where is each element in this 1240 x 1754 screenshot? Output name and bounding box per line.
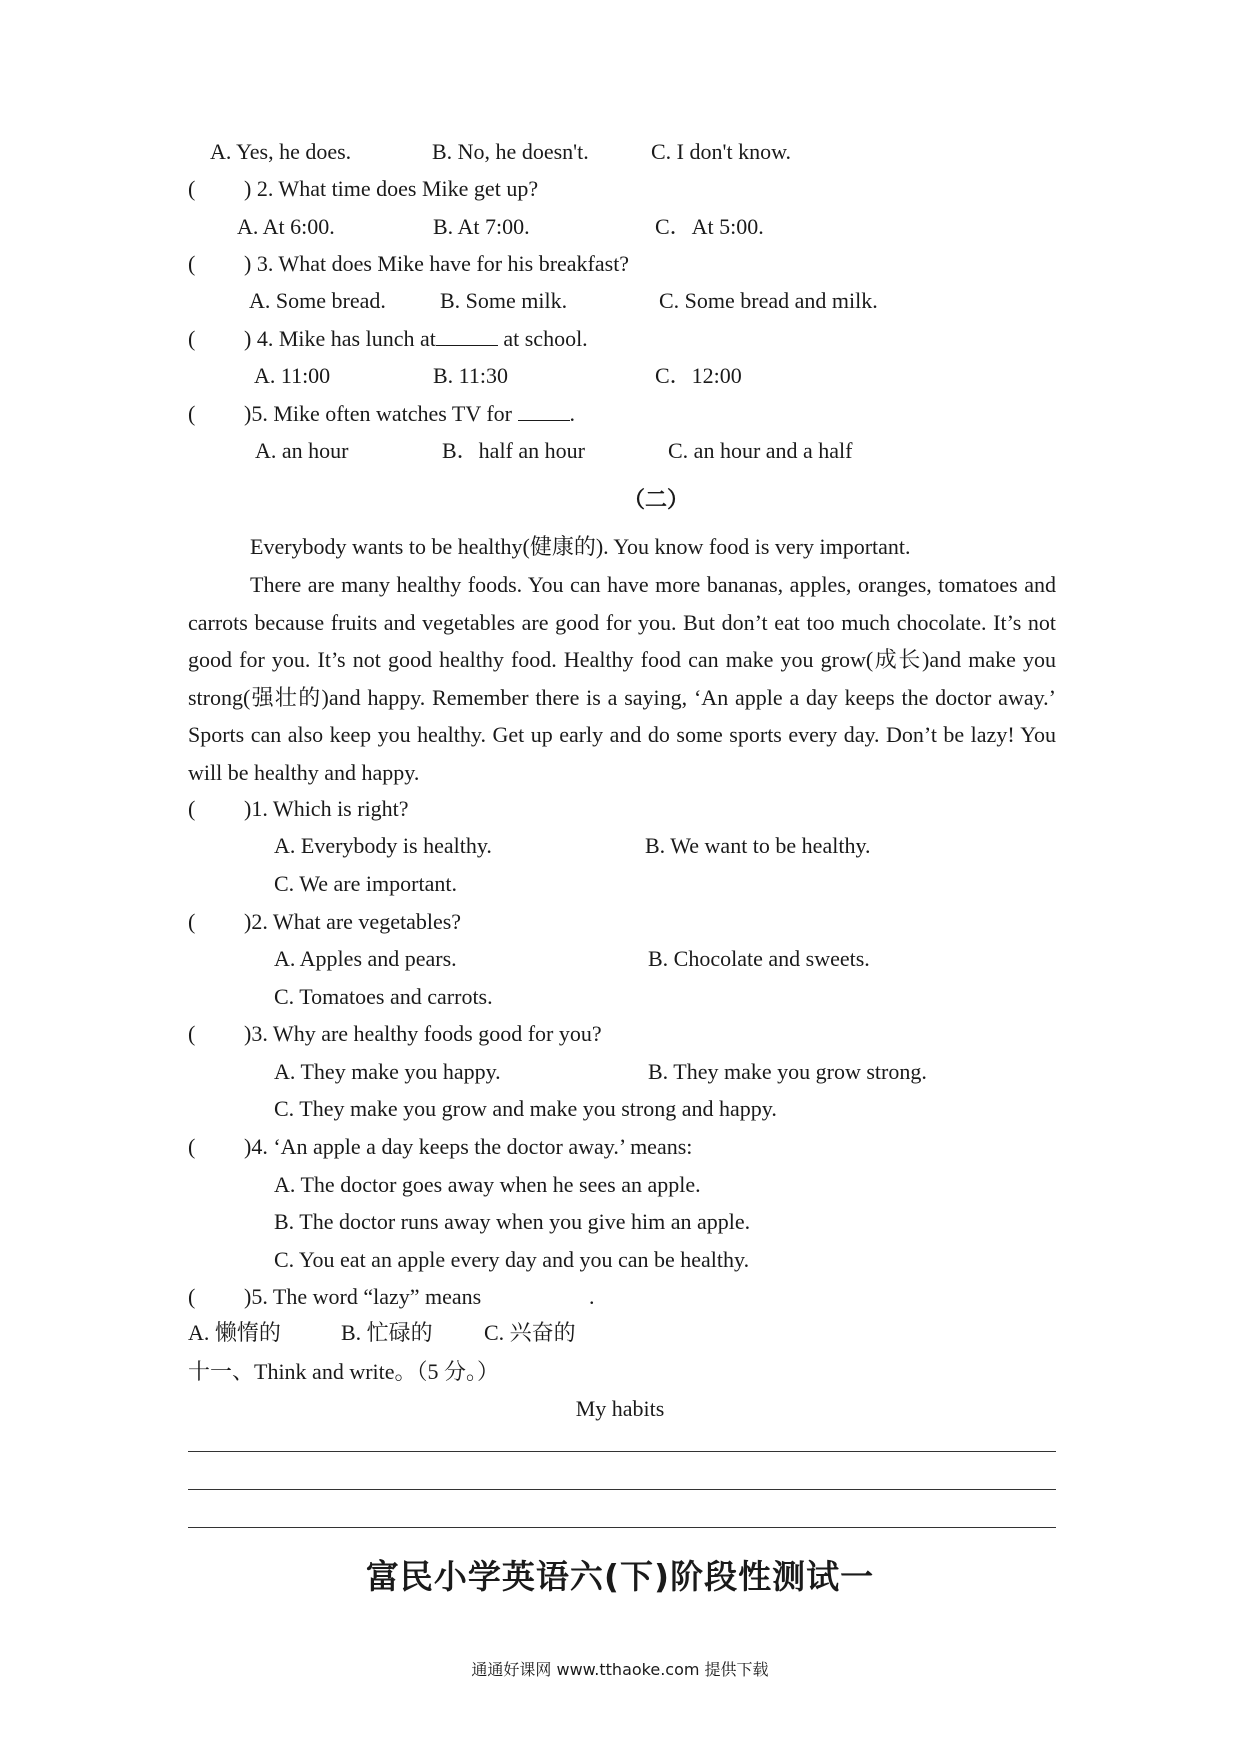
writing-line [188, 1451, 1056, 1452]
p1-q3-option-b: B. Some milk. [440, 288, 568, 313]
p1-q2-option-b: B. At 7:00. [433, 214, 530, 239]
p1-q2-option-c: C．At 5:00. [655, 214, 764, 239]
exam-title: 富民小学英语六(下)阶段性测试一 [365, 1557, 875, 1596]
p2-q3-question: )3. Why are healthy foods good for you? [244, 1021, 602, 1046]
p2-q4-option-b: B. The doctor runs away when you give him an apple. [274, 1209, 751, 1234]
p1-q5-option-c: C. an hour and a half [668, 438, 853, 463]
p1-q5-text-after: . [569, 401, 576, 426]
p2-q3-paren: ( [188, 1021, 196, 1046]
p2-q4-option-c: C. You eat an apple every day and you can be healthy. [274, 1247, 750, 1272]
p1-q1-option-b: B. No, he doesn't. [432, 139, 589, 164]
p1-q1-option-a: A. Yes, he does. [210, 139, 352, 164]
passage-paragraph-1: Everybody wants to be healthy(健康的). You know food is very important. [250, 534, 911, 559]
p2-q2-paren: ( [188, 909, 196, 934]
p2-q5-option-a: A. 懒惰的 [188, 1320, 281, 1345]
p2-q5-option-c: C. 兴奋的 [484, 1320, 576, 1345]
p1-q4-question [244, 324, 588, 354]
p2-q2-question: )2. What are vegetables? [244, 909, 462, 934]
p1-q4-option-c: C．12:00 [655, 363, 742, 388]
p1-q2-question: ) 2. What time does Mike get up? [244, 176, 539, 201]
passage-paragraph-2: There are many healthy foods. You can have more bananas, apples, oranges, tomatoes and carrots because fruits and vegetables are good for you. But don’t eat too much chocolate. It’s not good for you. It’s not good healthy food. Healthy food can make you grow(成长)and make you strong(强壮的)and happy. Remember there is a saying, ‘An apple a day keeps the doctor away.’ Sports can also keep you healthy. Get up early and do some sports every day. Don’t be lazy! You will be healthy and happy. [188, 572, 1056, 785]
p2-q3-option-c: C. They make you grow and make you strong and happy. [274, 1096, 777, 1121]
p1-q4-option-b: B. 11:30 [433, 363, 508, 388]
p1-q3-paren: ( [188, 251, 196, 276]
p1-q5-blank [518, 400, 570, 421]
part2-heading: （二） [622, 488, 689, 513]
p1-q4-option-a: A. 11:00 [254, 363, 331, 388]
section-11-heading: 十一、Think and write。（5 分。） [188, 1359, 500, 1384]
p1-q2-option-a: A. At 6:00. [237, 214, 335, 239]
p1-q5-option-b: B．half an hour [442, 438, 585, 463]
p1-q5-paren: ( [188, 401, 196, 426]
page-footer: 通通好课网 www.tthaoke.com 提供下载 [471, 1660, 769, 1679]
p1-q4-paren: ( [188, 326, 196, 351]
p2-q1-paren: ( [188, 796, 196, 821]
p2-q1-option-c: C. We are important. [274, 871, 457, 896]
p2-q3-option-b: B. They make you grow strong. [648, 1059, 927, 1084]
p2-q1-option-a: A. Everybody is healthy. [274, 833, 492, 858]
p1-q2-paren: ( [188, 176, 196, 201]
p1-q1-option-c: C. I don't know. [651, 139, 792, 164]
p2-q4-paren: ( [188, 1134, 196, 1159]
p1-q4-blank [436, 325, 498, 346]
p1-q5-question [244, 399, 575, 429]
p2-q1-option-b: B. We want to be healthy. [645, 833, 871, 858]
p2-q5-tail: . [589, 1284, 595, 1309]
p2-q3-option-a: A. They make you happy. [274, 1059, 501, 1084]
p2-q4-question: )4. ‘An apple a day keeps the doctor away.’ means: [244, 1134, 693, 1159]
p2-q5-option-b: B. 忙碌的 [341, 1320, 433, 1345]
writing-line [188, 1489, 1056, 1490]
p2-q2-option-b: B. Chocolate and sweets. [648, 946, 870, 971]
p2-q2-option-c: C. Tomatoes and carrots. [274, 984, 493, 1009]
p1-q3-question: ) 3. What does Mike have for his breakfast? [244, 251, 630, 276]
p1-q3-option-c: C. Some bread and milk. [659, 288, 878, 313]
p2-q1-question: )1. Which is right? [244, 796, 409, 821]
p2-q4-option-a: A. The doctor goes away when he sees an apple. [274, 1172, 701, 1197]
writing-line [188, 1527, 1056, 1528]
p1-q3-option-a: A. Some bread. [249, 288, 386, 313]
p2-q5-paren: ( [188, 1284, 196, 1309]
p2-q5-question: )5. The word “lazy” means [244, 1284, 482, 1309]
p1-q5-text-before: )5. Mike often watches TV for [244, 401, 518, 426]
writing-subtitle: My habits [575, 1396, 665, 1421]
p2-q2-option-a: A. Apples and pears. [274, 946, 457, 971]
p1-q4-text-before: ) 4. Mike has lunch at [244, 326, 436, 351]
p1-q4-text-after: at school. [497, 326, 588, 351]
p1-q5-option-a: A. an hour [255, 438, 349, 463]
